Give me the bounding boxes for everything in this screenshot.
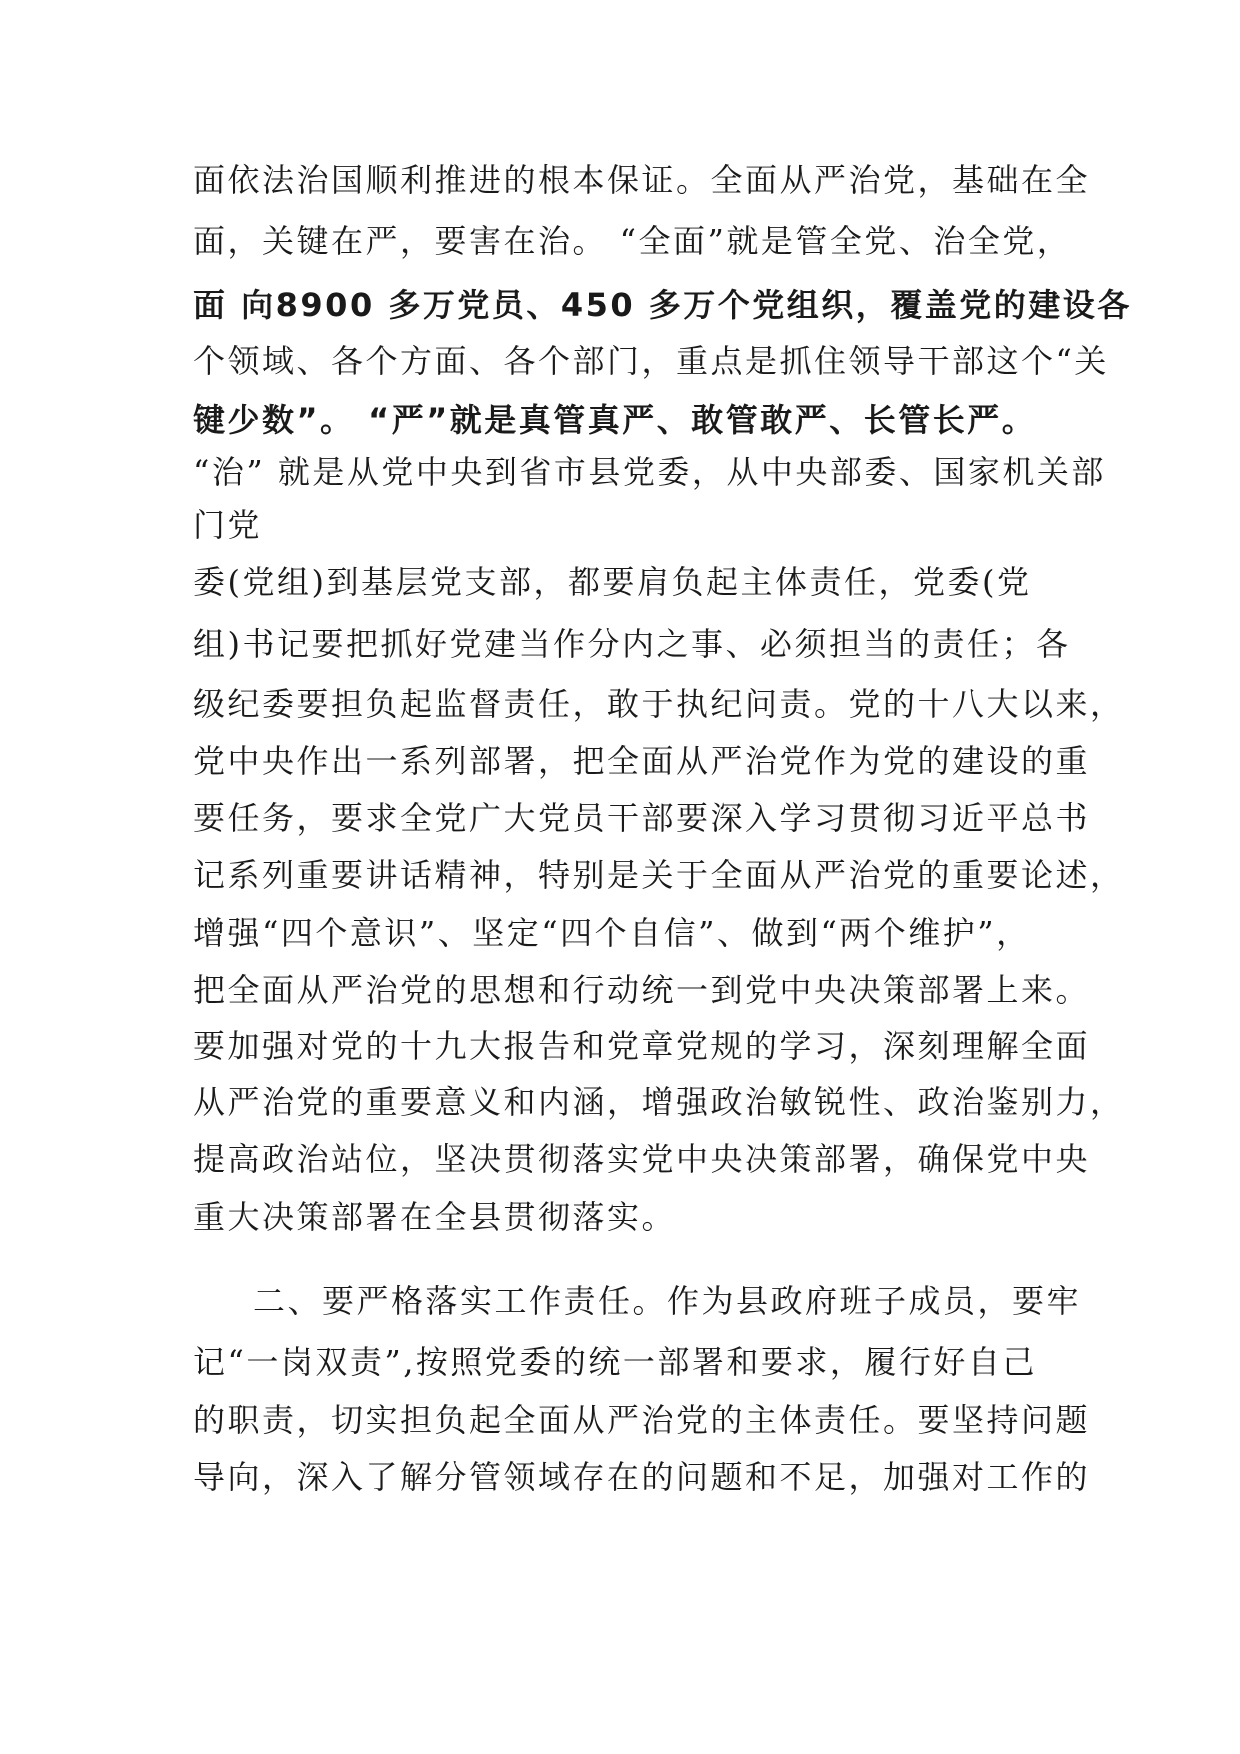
text-line-8: 委(党组)到基层党支部，都要肩负起主体责任，党委(党 xyxy=(193,563,1032,601)
text-line-4: 个领域、各个方面、各个部门，重点是抓住领导干部这个“关 xyxy=(193,342,1109,380)
text-line-9: 组)书记要把抓好党建当作分内之事、必须担当的责任；各 xyxy=(193,625,1071,663)
text-line-20: 二、要严格落实工作责任。作为县政府班子成员，要牢 xyxy=(253,1282,1082,1320)
text-line-13: 记系列重要讲话精神，特别是关于全面从严治党的重要论述， xyxy=(193,856,1125,894)
text-line-1: 面依法治国顺利推进的根本保证。全面从严治党，基础在全 xyxy=(193,161,1091,199)
text-line-17: 从严治党的重要意义和内涵，增强政治敏锐性、政治鉴别力， xyxy=(193,1083,1125,1121)
text-line-22: 的职责，切实担负起全面从严治党的主体责任。要坚持问题 xyxy=(193,1401,1091,1439)
text-line-15: 把全面从严治党的思想和行动统一到党中央决策部署上来。 xyxy=(193,971,1091,1009)
text-line-2: 面，关键在严，要害在治。 “全面”就是管全党、治全党， xyxy=(193,222,1072,260)
text-line-7: 门党 xyxy=(193,506,263,544)
text-line-3: 面 向8900 多万党员、450 多万个党组织，覆盖党的建设各 xyxy=(193,286,1132,324)
text-line-10: 级纪委要担负起监督责任，敢于执纪问责。党的十八大以来， xyxy=(193,685,1125,723)
text-line-19: 重大决策部署在全县贯彻落实。 xyxy=(193,1198,677,1236)
text-line-14: 增强“四个意识”、坚定“四个自信”、做到“两个维护”， xyxy=(193,914,1031,952)
text-line-6: “治” 就是从党中央到省市县党委，从中央部委、国家机关部 xyxy=(193,453,1106,491)
text-line-21: 记“一岗双责”,按照党委的统一部署和要求，履行好自己 xyxy=(193,1343,1037,1381)
text-line-18: 提高政治站位，坚决贯彻落实党中央决策部署，确保党中央 xyxy=(193,1140,1091,1178)
text-line-11: 党中央作出一系列部署，把全面从严治党作为党的建设的重 xyxy=(193,742,1091,780)
text-line-16: 要加强对党的十九大报告和党章党规的学习，深刻理解全面 xyxy=(193,1027,1091,1065)
text-line-12: 要任务，要求全党广大党员干部要深入学习贯彻习近平总书 xyxy=(193,799,1091,837)
text-line-5: 键少数”。 “严”就是真管真严、敢管敢严、长管长严。 xyxy=(193,401,1037,439)
text-line-23: 导向，深入了解分管领域存在的问题和不足，加强对工作的 xyxy=(193,1458,1091,1496)
